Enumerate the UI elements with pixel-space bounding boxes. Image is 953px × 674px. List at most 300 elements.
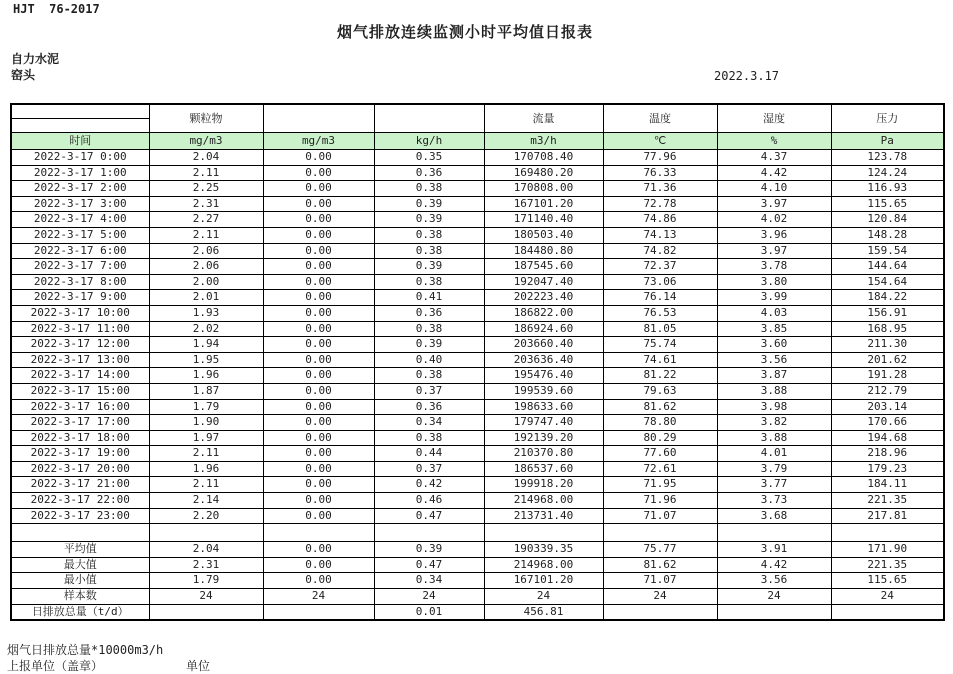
table-row (11, 321, 944, 337)
table-row (11, 368, 944, 384)
value-cell: 74.82 (603, 243, 717, 259)
value-cell: 72.61 (603, 461, 717, 477)
value-cell: 0.37 (374, 383, 484, 399)
value-cell: 0.00 (263, 446, 374, 462)
table-row (11, 165, 944, 181)
value-cell: 1.79 (149, 399, 263, 415)
value-cell: 170.66 (831, 415, 944, 431)
value-cell: 0.01 (374, 604, 484, 620)
value-cell: 0.00 (263, 383, 374, 399)
value-cell: 179.23 (831, 461, 944, 477)
value-cell: 0.00 (263, 181, 374, 197)
table-row (11, 337, 944, 353)
value-cell: 0.00 (263, 368, 374, 384)
value-cell: 2.11 (149, 227, 263, 243)
value-cell: 186537.60 (484, 461, 603, 477)
unit-percent: % (717, 133, 831, 150)
value-cell: 171140.40 (484, 212, 603, 228)
value-cell: 3.79 (717, 461, 831, 477)
value-cell: 203636.40 (484, 352, 603, 368)
column-group-particulate: 颗粒物 (149, 104, 263, 133)
value-cell: 3.82 (717, 415, 831, 431)
summary-row (11, 557, 944, 573)
time-cell: 2022-3-17 18:00 (11, 430, 149, 446)
table-row (11, 477, 944, 493)
unit-celsius: ℃ (603, 133, 717, 150)
value-cell: 167101.20 (484, 196, 603, 212)
value-cell: 3.73 (717, 493, 831, 509)
value-cell: 3.56 (717, 352, 831, 368)
value-cell: 0.34 (374, 415, 484, 431)
value-cell: 81.05 (603, 321, 717, 337)
value-cell: 2.01 (149, 290, 263, 306)
value-cell: 210370.80 (484, 446, 603, 462)
table-row (11, 290, 944, 306)
empty-cell (149, 524, 263, 542)
value-cell: 2.00 (149, 274, 263, 290)
value-cell: 0.42 (374, 477, 484, 493)
value-cell: 0.46 (374, 493, 484, 509)
value-cell: 195476.40 (484, 368, 603, 384)
summary-label: 最小值 (11, 573, 149, 589)
summary-body (11, 542, 944, 620)
summary-label: 平均值 (11, 542, 149, 558)
value-cell (603, 604, 717, 620)
empty-cell (717, 524, 831, 542)
summary-row (11, 542, 944, 558)
value-cell: 192139.20 (484, 430, 603, 446)
value-cell: 2.02 (149, 321, 263, 337)
table-row (11, 383, 944, 399)
value-cell: 123.78 (831, 150, 944, 166)
value-cell: 1.94 (149, 337, 263, 353)
value-cell: 0.39 (374, 542, 484, 558)
value-cell: 124.24 (831, 165, 944, 181)
value-cell: 211.30 (831, 337, 944, 353)
value-cell: 3.97 (717, 196, 831, 212)
value-cell: 0.00 (263, 150, 374, 166)
value-cell: 3.87 (717, 368, 831, 384)
value-cell: 0.41 (374, 290, 484, 306)
value-cell: 115.65 (831, 196, 944, 212)
value-cell: 24 (603, 589, 717, 605)
value-cell: 75.74 (603, 337, 717, 353)
table-row (11, 212, 944, 228)
value-cell: 79.63 (603, 383, 717, 399)
time-cell: 2022-3-17 22:00 (11, 493, 149, 509)
value-cell: 203660.40 (484, 337, 603, 353)
empty-cell (11, 524, 149, 542)
value-cell: 2.11 (149, 165, 263, 181)
value-cell: 186924.60 (484, 321, 603, 337)
value-cell: 198633.60 (484, 399, 603, 415)
value-cell: 456.81 (484, 604, 603, 620)
table-row (11, 150, 944, 166)
time-cell: 2022-3-17 1:00 (11, 165, 149, 181)
unit-header-row (11, 133, 944, 150)
value-cell: 1.90 (149, 415, 263, 431)
value-cell: 0.00 (263, 227, 374, 243)
value-cell: 1.87 (149, 383, 263, 399)
value-cell: 24 (717, 589, 831, 605)
value-cell: 2.27 (149, 212, 263, 228)
report-table (10, 103, 945, 621)
unit-label: 单位 (186, 659, 211, 673)
value-cell: 0.38 (374, 181, 484, 197)
hourly-data-body (11, 150, 944, 524)
value-cell: 74.13 (603, 227, 717, 243)
value-cell: 3.77 (717, 477, 831, 493)
value-cell: 77.60 (603, 446, 717, 462)
value-cell: 186822.00 (484, 305, 603, 321)
time-cell: 2022-3-17 7:00 (11, 259, 149, 275)
value-cell: 0.00 (263, 321, 374, 337)
value-cell: 2.11 (149, 477, 263, 493)
value-cell: 0.39 (374, 212, 484, 228)
time-cell: 2022-3-17 15:00 (11, 383, 149, 399)
table-row (11, 196, 944, 212)
value-cell: 4.01 (717, 446, 831, 462)
value-cell: 77.96 (603, 150, 717, 166)
value-cell (831, 604, 944, 620)
value-cell: 169480.20 (484, 165, 603, 181)
value-cell: 221.35 (831, 557, 944, 573)
table-row (11, 508, 944, 524)
table-row (11, 352, 944, 368)
time-cell: 2022-3-17 17:00 (11, 415, 149, 431)
value-cell: 154.64 (831, 274, 944, 290)
value-cell: 3.85 (717, 321, 831, 337)
blank-row (11, 524, 944, 542)
value-cell: 0.00 (263, 542, 374, 558)
empty-cell (603, 524, 717, 542)
value-cell: 3.96 (717, 227, 831, 243)
value-cell: 2.04 (149, 150, 263, 166)
time-cell: 2022-3-17 4:00 (11, 212, 149, 228)
value-cell: 24 (374, 589, 484, 605)
time-cell: 2022-3-17 13:00 (11, 352, 149, 368)
value-cell: 179747.40 (484, 415, 603, 431)
table-row (11, 259, 944, 275)
empty-cell (374, 524, 484, 542)
column-group-humidity: 湿度 (717, 104, 831, 133)
value-cell: 0.00 (263, 430, 374, 446)
value-cell: 4.42 (717, 165, 831, 181)
value-cell: 1.79 (149, 573, 263, 589)
value-cell: 4.02 (717, 212, 831, 228)
value-cell: 0.39 (374, 259, 484, 275)
table-row (11, 461, 944, 477)
value-cell: 1.96 (149, 368, 263, 384)
value-cell: 199918.20 (484, 477, 603, 493)
time-cell: 2022-3-17 16:00 (11, 399, 149, 415)
value-cell: 217.81 (831, 508, 944, 524)
column-group-temperature: 温度 (603, 104, 717, 133)
value-cell: 71.36 (603, 181, 717, 197)
table-row (11, 243, 944, 259)
value-cell: 194.68 (831, 430, 944, 446)
value-cell: 3.78 (717, 259, 831, 275)
value-cell: 81.62 (603, 399, 717, 415)
value-cell: 3.97 (717, 243, 831, 259)
value-cell: 0.00 (263, 212, 374, 228)
value-cell: 190339.35 (484, 542, 603, 558)
value-cell: 170708.40 (484, 150, 603, 166)
value-cell: 0.47 (374, 508, 484, 524)
value-cell: 24 (263, 589, 374, 605)
value-cell: 3.88 (717, 430, 831, 446)
value-cell: 202223.40 (484, 290, 603, 306)
value-cell: 116.93 (831, 181, 944, 197)
value-cell: 3.88 (717, 383, 831, 399)
value-cell: 214968.00 (484, 557, 603, 573)
value-cell: 0.00 (263, 461, 374, 477)
value-cell: 80.29 (603, 430, 717, 446)
value-cell: 214968.00 (484, 493, 603, 509)
time-cell: 2022-3-17 0:00 (11, 150, 149, 166)
value-cell: 0.36 (374, 165, 484, 181)
time-cell: 2022-3-17 5:00 (11, 227, 149, 243)
value-cell: 156.91 (831, 305, 944, 321)
value-cell: 3.99 (717, 290, 831, 306)
value-cell: 2.06 (149, 259, 263, 275)
value-cell: 2.04 (149, 542, 263, 558)
value-cell: 0.38 (374, 368, 484, 384)
empty-cell (11, 104, 149, 119)
value-cell: 71.07 (603, 508, 717, 524)
empty-cell (11, 119, 149, 133)
summary-row (11, 604, 944, 620)
value-cell: 0.38 (374, 430, 484, 446)
value-cell: 1.96 (149, 461, 263, 477)
value-cell: 115.65 (831, 573, 944, 589)
value-cell: 74.86 (603, 212, 717, 228)
value-cell (149, 604, 263, 620)
value-cell: 168.95 (831, 321, 944, 337)
value-cell: 1.93 (149, 305, 263, 321)
value-cell: 2.31 (149, 557, 263, 573)
value-cell: 3.80 (717, 274, 831, 290)
value-cell: 3.98 (717, 399, 831, 415)
value-cell: 0.00 (263, 508, 374, 524)
value-cell: 24 (831, 589, 944, 605)
value-cell: 2.06 (149, 243, 263, 259)
unit-pa: Pa (831, 133, 944, 150)
value-cell: 3.68 (717, 508, 831, 524)
value-cell: 24 (484, 589, 603, 605)
time-cell: 2022-3-17 14:00 (11, 368, 149, 384)
value-cell: 0.44 (374, 446, 484, 462)
value-cell: 3.60 (717, 337, 831, 353)
value-cell: 0.00 (263, 352, 374, 368)
value-cell: 0.35 (374, 150, 484, 166)
summary-label: 日排放总量（t/d） (11, 604, 149, 620)
value-cell: 0.00 (263, 493, 374, 509)
company-name: 自力水泥 (11, 52, 60, 66)
report-date: 2022.3.17 (714, 69, 780, 83)
value-cell (263, 604, 374, 620)
value-cell: 4.42 (717, 557, 831, 573)
unit-m3-h: m3/h (484, 133, 603, 150)
time-cell: 2022-3-17 10:00 (11, 305, 149, 321)
table-row (11, 430, 944, 446)
value-cell: 75.77 (603, 542, 717, 558)
value-cell: 0.00 (263, 557, 374, 573)
value-cell: 0.00 (263, 399, 374, 415)
value-cell: 1.95 (149, 352, 263, 368)
empty-cell (484, 524, 603, 542)
time-cell: 2022-3-17 11:00 (11, 321, 149, 337)
value-cell: 0.37 (374, 461, 484, 477)
value-cell: 0.00 (263, 290, 374, 306)
value-cell: 0.00 (263, 196, 374, 212)
value-cell: 4.03 (717, 305, 831, 321)
value-cell: 76.53 (603, 305, 717, 321)
value-cell: 167101.20 (484, 573, 603, 589)
value-cell: 0.00 (263, 337, 374, 353)
value-cell: 3.91 (717, 542, 831, 558)
value-cell: 1.97 (149, 430, 263, 446)
value-cell: 24 (149, 589, 263, 605)
time-cell: 2022-3-17 3:00 (11, 196, 149, 212)
value-cell: 159.54 (831, 243, 944, 259)
value-cell: 218.96 (831, 446, 944, 462)
spacer-body (11, 524, 944, 542)
value-cell: 0.39 (374, 196, 484, 212)
time-cell: 2022-3-17 23:00 (11, 508, 149, 524)
value-cell: 0.38 (374, 227, 484, 243)
column-group-blank-1 (263, 104, 374, 133)
time-cell: 2022-3-17 19:00 (11, 446, 149, 462)
doc-code: HJT 76-2017 (13, 2, 100, 16)
value-cell: 71.96 (603, 493, 717, 509)
value-cell: 180503.40 (484, 227, 603, 243)
unit-mg-m3-2: mg/m3 (263, 133, 374, 150)
value-cell: 3.56 (717, 573, 831, 589)
value-cell: 221.35 (831, 493, 944, 509)
value-cell: 187545.60 (484, 259, 603, 275)
empty-cell (263, 524, 374, 542)
value-cell: 201.62 (831, 352, 944, 368)
value-cell: 120.84 (831, 212, 944, 228)
table-row (11, 446, 944, 462)
value-cell: 76.33 (603, 165, 717, 181)
value-cell: 2.25 (149, 181, 263, 197)
time-cell: 2022-3-17 6:00 (11, 243, 149, 259)
value-cell: 4.10 (717, 181, 831, 197)
value-cell: 72.37 (603, 259, 717, 275)
value-cell: 0.00 (263, 477, 374, 493)
summary-row (11, 573, 944, 589)
table-row (11, 181, 944, 197)
summary-label: 最大值 (11, 557, 149, 573)
table-row (11, 415, 944, 431)
table-row (11, 493, 944, 509)
summary-row (11, 589, 944, 605)
value-cell: 2.31 (149, 196, 263, 212)
column-group-pressure: 压力 (831, 104, 944, 133)
value-cell: 0.38 (374, 243, 484, 259)
value-cell: 199539.60 (484, 383, 603, 399)
table-row (11, 305, 944, 321)
empty-cell (831, 524, 944, 542)
footer-note: 烟气日排放总量*10000m3/h (7, 643, 164, 657)
value-cell: 192047.40 (484, 274, 603, 290)
value-cell: 0.34 (374, 573, 484, 589)
page-title: 烟气排放连续监测小时平均值日报表 (336, 23, 593, 41)
time-cell: 2022-3-17 8:00 (11, 274, 149, 290)
value-cell: 171.90 (831, 542, 944, 558)
value-cell: 0.39 (374, 337, 484, 353)
summary-label: 样本数 (11, 589, 149, 605)
value-cell: 203.14 (831, 399, 944, 415)
value-cell: 0.36 (374, 305, 484, 321)
value-cell: 81.22 (603, 368, 717, 384)
unit-kg-h: kg/h (374, 133, 484, 150)
time-cell: 2022-3-17 12:00 (11, 337, 149, 353)
value-cell: 0.00 (263, 415, 374, 431)
value-cell: 0.40 (374, 352, 484, 368)
value-cell: 0.00 (263, 259, 374, 275)
value-cell: 184.22 (831, 290, 944, 306)
value-cell: 170808.00 (484, 181, 603, 197)
value-cell: 71.95 (603, 477, 717, 493)
value-cell: 0.38 (374, 274, 484, 290)
table-row (11, 227, 944, 243)
value-cell: 0.38 (374, 321, 484, 337)
monitoring-point: 窑头 (11, 68, 36, 82)
value-cell: 212.79 (831, 383, 944, 399)
value-cell: 76.14 (603, 290, 717, 306)
value-cell: 213731.40 (484, 508, 603, 524)
time-cell: 2022-3-17 2:00 (11, 181, 149, 197)
value-cell: 184480.80 (484, 243, 603, 259)
time-cell: 2022-3-17 9:00 (11, 290, 149, 306)
time-cell: 2022-3-17 21:00 (11, 477, 149, 493)
value-cell: 2.20 (149, 508, 263, 524)
value-cell: 4.37 (717, 150, 831, 166)
time-header: 时间 (11, 133, 149, 150)
value-cell: 81.62 (603, 557, 717, 573)
value-cell: 0.00 (263, 165, 374, 181)
value-cell: 72.78 (603, 196, 717, 212)
value-cell: 0.00 (263, 243, 374, 259)
value-cell: 0.00 (263, 274, 374, 290)
value-cell: 0.00 (263, 305, 374, 321)
value-cell: 78.80 (603, 415, 717, 431)
value-cell: 148.28 (831, 227, 944, 243)
value-cell: 144.64 (831, 259, 944, 275)
value-cell: 191.28 (831, 368, 944, 384)
value-cell: 74.61 (603, 352, 717, 368)
table-row (11, 399, 944, 415)
group-header-row (11, 104, 944, 119)
value-cell: 0.36 (374, 399, 484, 415)
column-group-blank-2 (374, 104, 484, 133)
value-cell: 184.11 (831, 477, 944, 493)
column-group-flow: 流量 (484, 104, 603, 133)
value-cell: 73.06 (603, 274, 717, 290)
unit-mg-m3-1: mg/m3 (149, 133, 263, 150)
value-cell: 2.11 (149, 446, 263, 462)
time-cell: 2022-3-17 20:00 (11, 461, 149, 477)
value-cell: 0.00 (263, 573, 374, 589)
value-cell: 0.47 (374, 557, 484, 573)
report-unit-label: 上报单位（盖章） (7, 659, 104, 673)
value-cell: 2.14 (149, 493, 263, 509)
value-cell (717, 604, 831, 620)
table-row (11, 274, 944, 290)
